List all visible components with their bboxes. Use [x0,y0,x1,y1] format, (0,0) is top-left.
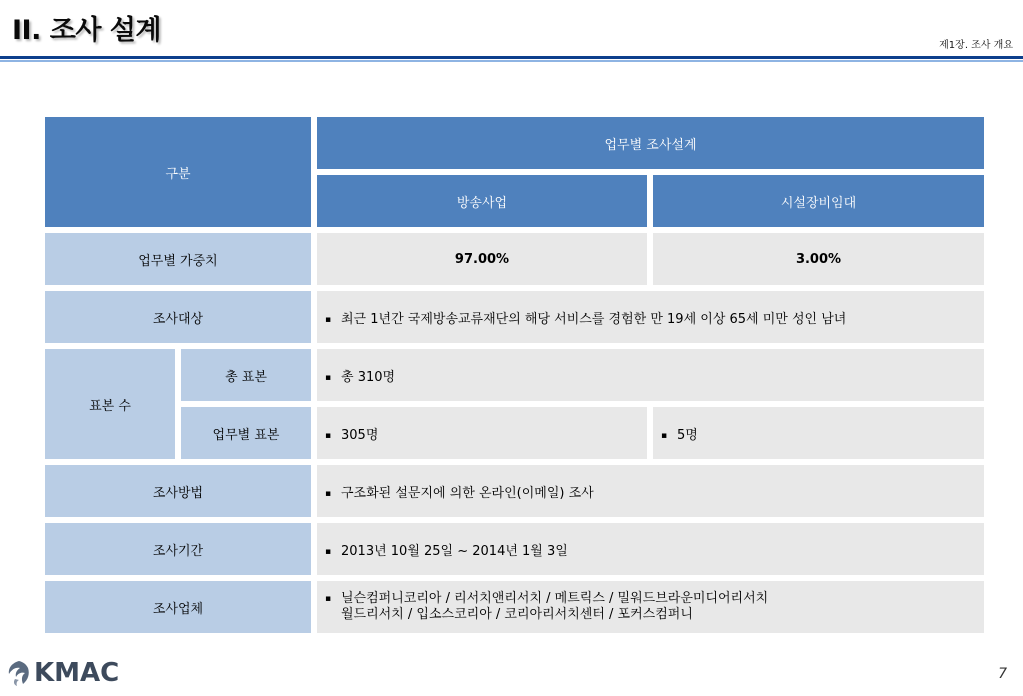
weight-broadcasting-value: 97.00% [317,233,647,285]
target-value: 최근 1년간 국제방송교류재단의 해당 서비스를 경험한 만 19세 이상 65세 미만 성인 남녀 [341,311,847,327]
table-row-agency [45,581,984,633]
table-row-sample-total [45,349,984,401]
bullet-icon: ▪ [325,430,332,441]
row-label-target: 조사대상 [45,291,311,343]
row-label-period: 조사기간 [45,523,311,575]
row-label-agency: 조사업체 [45,581,311,633]
row-label-total-sample: 총 표본 [181,349,311,401]
bullet-icon: ▪ [325,314,332,325]
header-rule-dark [0,56,1023,59]
survey-design-table [39,111,990,639]
table-row-period [45,523,984,575]
header-broadcasting: 방송사업 [317,175,647,227]
task-sample-facility-value: 5명 [677,427,698,443]
header-category: 구분 [45,117,311,227]
method-value: 구조화된 설문지에 의한 온라인(이메일) 조사 [341,485,594,501]
period-value-cell [317,523,984,575]
header-design-group: 업무별 조사설계 [317,117,984,169]
page-number: 7 [998,666,1007,682]
bullet-icon: ▪ [325,488,332,499]
method-value-cell [317,465,984,517]
task-sample-broadcasting-value: 305명 [341,427,379,443]
page-title: II. 조사 설계 [12,15,161,46]
bullet-icon: ▪ [325,594,332,604]
bullet-icon: ▪ [661,430,668,441]
bullet-icon: ▪ [325,372,332,383]
kmac-logo-icon [6,659,32,687]
table-row-weight [45,233,984,285]
header-facility-rental: 시설장비임대 [653,175,984,227]
chapter-label: 제1장. 조사 개요 [939,40,1013,51]
task-sample-facility-cell [653,407,984,459]
kmac-logo-text: KMAC [34,658,120,688]
agency-line-2: 월드리서치 / 입소스코리아 / 코리아리서치센터 / 포커스컴퍼니 [341,607,693,622]
table-row-sample-by-task [45,407,984,459]
row-label-sample: 표본 수 [45,349,175,459]
period-value: 2013년 10월 25일 ~ 2014년 1월 3일 [341,543,568,559]
agency-line-1: 닐슨컴퍼니코리아 / 리서치앤리서치 / 메트릭스 / 밀워드브라운미디어리서치 [341,591,769,606]
weight-facility-value: 3.00% [653,233,984,285]
bullet-icon: ▪ [325,546,332,557]
total-sample-value: 총 310명 [341,369,396,385]
task-sample-broadcasting-cell [317,407,647,459]
total-sample-cell [317,349,984,401]
agency-value-cell [317,581,984,633]
table-row-target [45,291,984,343]
header-rule-light [0,60,1023,62]
row-label-task-sample: 업무별 표본 [181,407,311,459]
row-label-weight: 업무별 가중치 [45,233,311,285]
target-value-cell [317,291,984,343]
row-label-method: 조사방법 [45,465,311,517]
table-row-method [45,465,984,517]
kmac-logo [6,658,119,688]
